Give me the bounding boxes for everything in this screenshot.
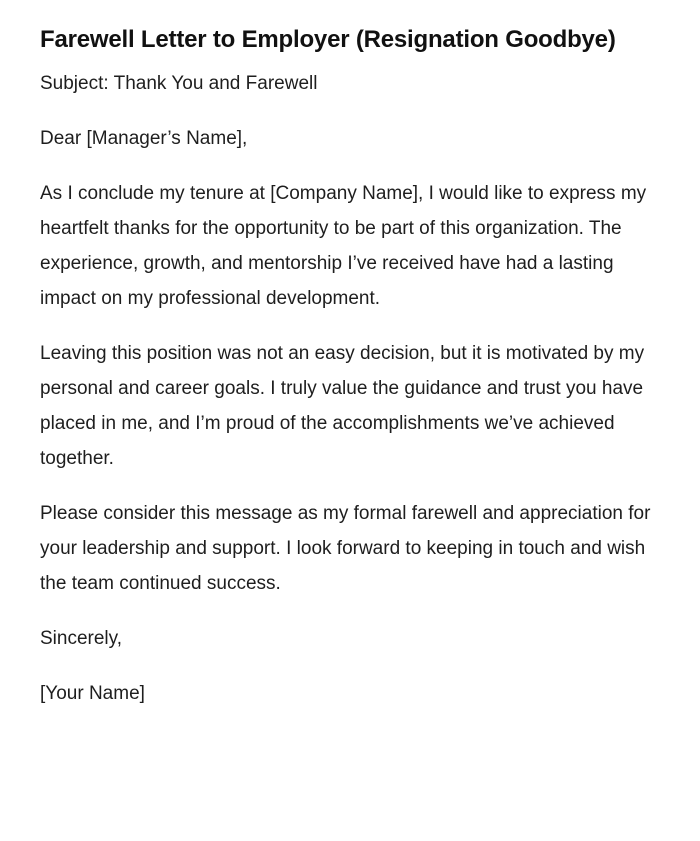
letter-closing: Sincerely, bbox=[40, 628, 123, 649]
letter-subject: Subject: Thank You and Farewell bbox=[40, 73, 318, 94]
body-paragraph-2: Leaving this position was not an easy decision, but it is motivated by my personal and career goals. I truly value the guidance and trust you have placed in me, and I’m proud of the accomplishments we’ve achieved together. bbox=[40, 343, 645, 469]
letter-page bbox=[40, 18, 660, 731]
letter-signature: [Your Name] bbox=[40, 683, 145, 704]
document-title: Farewell Letter to Employer (Resignation Goodbye) bbox=[40, 26, 616, 53]
body-paragraph-3: Please consider this message as my formal farewell and appreciation for your leadership and support. I look forward to keeping in touch and wish the team continued success. bbox=[40, 503, 651, 594]
body-paragraph-1: As I conclude my tenure at [Company Name], I would like to express my heartfelt thanks for the opportunity to be part of this organization. The experience, growth, and mentorship I’ve received have had a lasting impact on my professional development. bbox=[40, 183, 647, 309]
letter-salutation: Dear [Manager’s Name], bbox=[40, 128, 248, 149]
